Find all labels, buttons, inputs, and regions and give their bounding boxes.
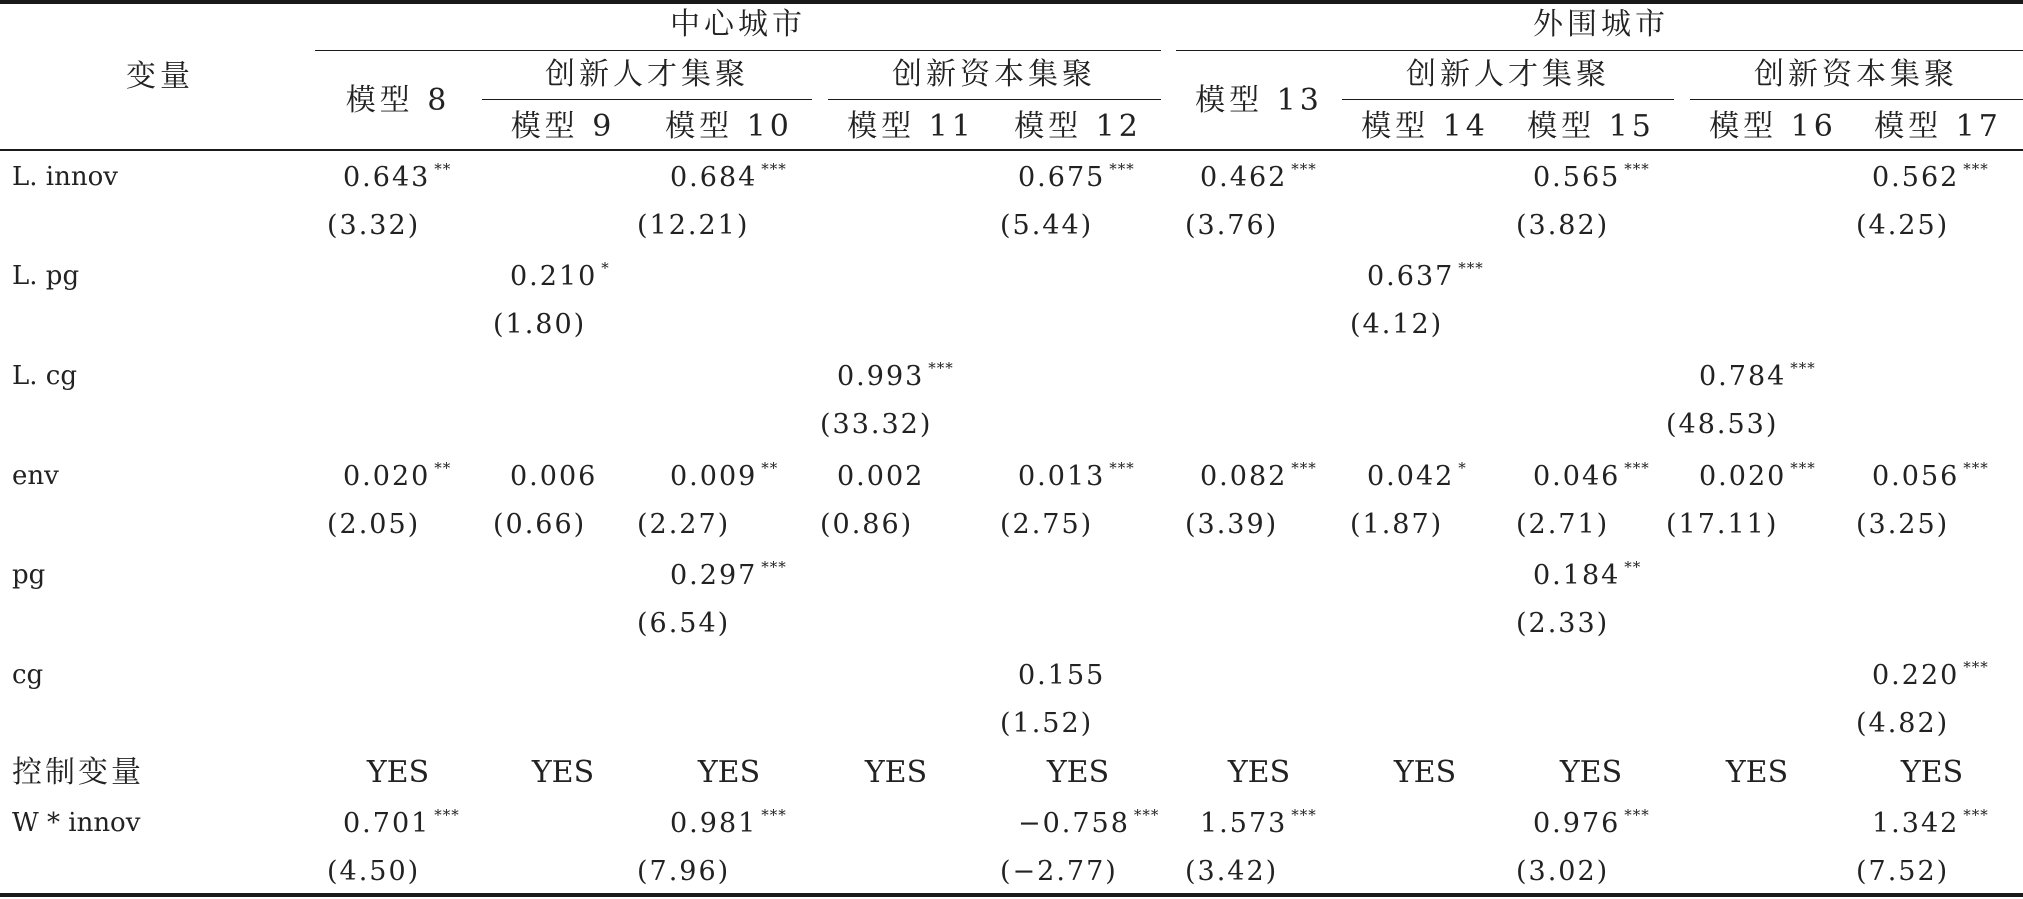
coefficient-value: 0.565 <box>1533 162 1621 193</box>
t-statistic-cell: (48.53) <box>1666 409 1779 440</box>
group-header-periphery: 外围城市 <box>1533 7 1669 42</box>
coefficient-cell <box>670 459 779 492</box>
coefficient-value: 0.643 <box>343 162 431 193</box>
subgroup-rule-4 <box>1690 99 2023 100</box>
t-statistic-cell: (33.32) <box>820 409 933 440</box>
model-header: 模型 11 <box>847 109 975 144</box>
coefficient-cell <box>670 558 787 591</box>
coefficient-cell <box>1699 359 1816 392</box>
bottom-rule <box>0 893 2023 897</box>
t-statistic-cell: (1.52) <box>1000 708 1094 739</box>
header-bottom-rule <box>0 149 2023 151</box>
coefficient-cell <box>1367 459 1467 492</box>
coefficient-value: 0.981 <box>670 808 758 839</box>
significance-stars: * <box>1458 459 1467 477</box>
model-header: 模型 16 <box>1709 109 1837 144</box>
coefficient-cell <box>1533 806 1650 839</box>
significance-stars: *** <box>928 359 954 377</box>
significance-stars: *** <box>1963 160 1989 178</box>
t-statistic-cell: (4.50) <box>327 856 421 887</box>
significance-stars: *** <box>1133 806 1160 824</box>
control-yes-cell: YES <box>366 755 430 790</box>
t-statistic-cell: (5.44) <box>1000 210 1094 241</box>
t-statistic-cell: (6.54) <box>637 608 731 639</box>
model-header: 模型 17 <box>1874 109 2002 144</box>
coefficient-value: 1.342 <box>1872 808 1960 839</box>
coefficient-cell <box>343 806 460 839</box>
coefficient-value: 0.784 <box>1699 361 1787 392</box>
significance-stars: *** <box>1790 459 1816 477</box>
row-label-env: env <box>12 461 59 491</box>
significance-stars: *** <box>1790 359 1816 377</box>
coefficient-value: 0.701 <box>343 808 431 839</box>
coefficient-cell <box>1018 662 1105 689</box>
control-yes-cell: YES <box>864 755 928 790</box>
coefficient-value: 0.042 <box>1367 461 1455 492</box>
coefficient-value: 0.297 <box>670 560 758 591</box>
t-statistic-cell: (17.11) <box>1666 509 1779 540</box>
significance-stars: ** <box>434 160 452 178</box>
row-label-cg: cg <box>12 660 44 690</box>
coefficient-value: 0.020 <box>1699 461 1787 492</box>
model-header: 模型 13 <box>1195 83 1323 118</box>
coefficient-value: 0.013 <box>1018 461 1106 492</box>
t-statistic-cell: (0.66) <box>493 509 587 540</box>
significance-stars: *** <box>1291 160 1317 178</box>
control-yes-cell: YES <box>1393 755 1457 790</box>
t-statistic-cell: (2.33) <box>1516 608 1610 639</box>
t-statistic-cell: (4.82) <box>1856 708 1950 739</box>
group-header-center: 中心城市 <box>670 7 806 42</box>
coefficient-cell <box>670 160 787 193</box>
row-label-l-pg: L. pg <box>12 261 80 291</box>
row-label-w-innov: W * innov <box>12 808 141 838</box>
coefficient-cell <box>1533 459 1650 492</box>
significance-stars: *** <box>1291 459 1317 477</box>
row-label-controls: 控制变量 <box>12 755 144 790</box>
t-statistic-cell: (1.80) <box>493 309 587 340</box>
subgroup-header-capital-center: 创新资本集聚 <box>892 57 1096 92</box>
t-statistic-cell: (1.87) <box>1350 509 1444 540</box>
coefficient-cell <box>1018 806 1160 839</box>
coefficient-value: 0.002 <box>837 461 925 492</box>
coefficient-cell <box>343 459 452 492</box>
model-header: 模型 12 <box>1014 109 1142 144</box>
control-yes-cell: YES <box>1725 755 1789 790</box>
coefficient-cell <box>1872 459 1989 492</box>
top-rule <box>0 0 2023 4</box>
subgroup-rule-3 <box>1342 99 1674 100</box>
coefficient-value: 0.210 <box>510 261 598 292</box>
coefficient-cell <box>1200 160 1317 193</box>
t-statistic-cell: (2.75) <box>1000 509 1094 540</box>
t-statistic-cell: (2.27) <box>637 509 731 540</box>
t-statistic-cell: (4.25) <box>1856 210 1950 241</box>
control-yes-cell: YES <box>1227 755 1291 790</box>
t-statistic-cell: (7.96) <box>637 856 731 887</box>
coefficient-cell <box>1872 160 1989 193</box>
subgroup-header-talent-center: 创新人才集聚 <box>545 57 749 92</box>
coefficient-value: 0.046 <box>1533 461 1621 492</box>
t-statistic-cell: (2.05) <box>327 509 421 540</box>
significance-stars: *** <box>1963 459 1989 477</box>
significance-stars: *** <box>1291 806 1317 824</box>
t-statistic-cell: (7.52) <box>1856 856 1950 887</box>
model-header: 模型 14 <box>1361 109 1489 144</box>
model-header: 模型 8 <box>345 83 451 118</box>
coefficient-value: 0.675 <box>1018 162 1106 193</box>
significance-stars: *** <box>1624 160 1650 178</box>
model-header: 模型 10 <box>665 109 793 144</box>
coefficient-cell <box>1533 160 1650 193</box>
t-statistic-cell: (−2.77) <box>1000 856 1118 887</box>
coefficient-value: 0.684 <box>670 162 758 193</box>
significance-stars: *** <box>1458 259 1484 277</box>
t-statistic-cell: (3.82) <box>1516 210 1610 241</box>
control-yes-cell: YES <box>1046 755 1110 790</box>
t-statistic-cell: (3.02) <box>1516 856 1610 887</box>
coefficient-value: 0.220 <box>1872 660 1960 691</box>
t-statistic-cell: (3.39) <box>1185 509 1279 540</box>
control-yes-cell: YES <box>531 755 595 790</box>
t-statistic-cell: (2.71) <box>1516 509 1610 540</box>
coefficient-value: 0.976 <box>1533 808 1621 839</box>
control-yes-cell: YES <box>1900 755 1964 790</box>
significance-stars: *** <box>1109 459 1135 477</box>
t-statistic-cell: (12.21) <box>637 210 750 241</box>
t-statistic-cell: (3.42) <box>1185 856 1279 887</box>
subgroup-rule-2 <box>828 99 1161 100</box>
coefficient-value: 0.462 <box>1200 162 1288 193</box>
coefficient-cell <box>670 806 787 839</box>
coefficient-cell <box>510 259 610 292</box>
coefficient-cell <box>1200 806 1317 839</box>
row-label-l-innov: L. innov <box>12 162 118 192</box>
group-rule-center <box>315 50 1161 51</box>
significance-stars: *** <box>1109 160 1135 178</box>
subgroup-header-talent-periphery: 创新人才集聚 <box>1406 57 1610 92</box>
coefficient-value: −0.758 <box>1018 808 1130 839</box>
t-statistic-cell: (3.25) <box>1856 509 1950 540</box>
significance-stars: ** <box>761 459 779 477</box>
coefficient-cell <box>1367 259 1484 292</box>
significance-stars: *** <box>761 558 787 576</box>
coefficient-cell <box>837 359 954 392</box>
coefficient-value: 0.020 <box>343 461 431 492</box>
significance-stars: *** <box>761 160 787 178</box>
coefficient-value: 0.184 <box>1533 560 1621 591</box>
row-label-pg: pg <box>12 560 46 590</box>
model-header: 模型 9 <box>510 109 616 144</box>
coefficient-value: 0.056 <box>1872 461 1960 492</box>
coefficient-cell <box>1533 558 1642 591</box>
coefficient-value: 0.006 <box>510 461 598 492</box>
t-statistic-cell: (0.86) <box>820 509 914 540</box>
significance-stars: * <box>601 259 610 277</box>
coefficient-cell <box>1872 658 1989 691</box>
model-header: 模型 15 <box>1527 109 1655 144</box>
coefficient-value: 0.155 <box>1018 660 1106 691</box>
significance-stars: *** <box>1963 658 1989 676</box>
t-statistic-cell: (4.12) <box>1350 309 1444 340</box>
significance-stars: *** <box>1624 459 1650 477</box>
coefficient-cell <box>1200 459 1317 492</box>
coefficient-cell <box>343 160 452 193</box>
row-label-l-cg: L. cg <box>12 361 77 391</box>
coefficient-value: 0.082 <box>1200 461 1288 492</box>
subgroup-rule-1 <box>482 99 812 100</box>
coefficient-value: 0.993 <box>837 361 925 392</box>
group-rule-periphery <box>1176 50 2023 51</box>
t-statistic-cell: (3.76) <box>1185 210 1279 241</box>
coefficient-value: 1.573 <box>1200 808 1288 839</box>
coefficient-cell <box>510 463 597 490</box>
significance-stars: *** <box>1963 806 1989 824</box>
coefficient-cell <box>837 463 924 490</box>
coefficient-cell <box>1018 160 1135 193</box>
significance-stars: ** <box>434 459 452 477</box>
significance-stars: *** <box>434 806 460 824</box>
coefficient-value: 0.562 <box>1872 162 1960 193</box>
coefficient-cell <box>1699 459 1816 492</box>
t-statistic-cell: (3.32) <box>327 210 421 241</box>
coefficient-cell <box>1872 806 1989 839</box>
significance-stars: *** <box>1624 806 1650 824</box>
coefficient-cell <box>1018 459 1135 492</box>
control-yes-cell: YES <box>697 755 761 790</box>
significance-stars: ** <box>1624 558 1642 576</box>
coefficient-value: 0.009 <box>670 461 758 492</box>
significance-stars: *** <box>761 806 787 824</box>
subgroup-header-capital-periphery: 创新资本集聚 <box>1754 57 1958 92</box>
coefficient-value: 0.637 <box>1367 261 1455 292</box>
variable-header: 变量 <box>126 59 194 94</box>
control-yes-cell: YES <box>1559 755 1623 790</box>
